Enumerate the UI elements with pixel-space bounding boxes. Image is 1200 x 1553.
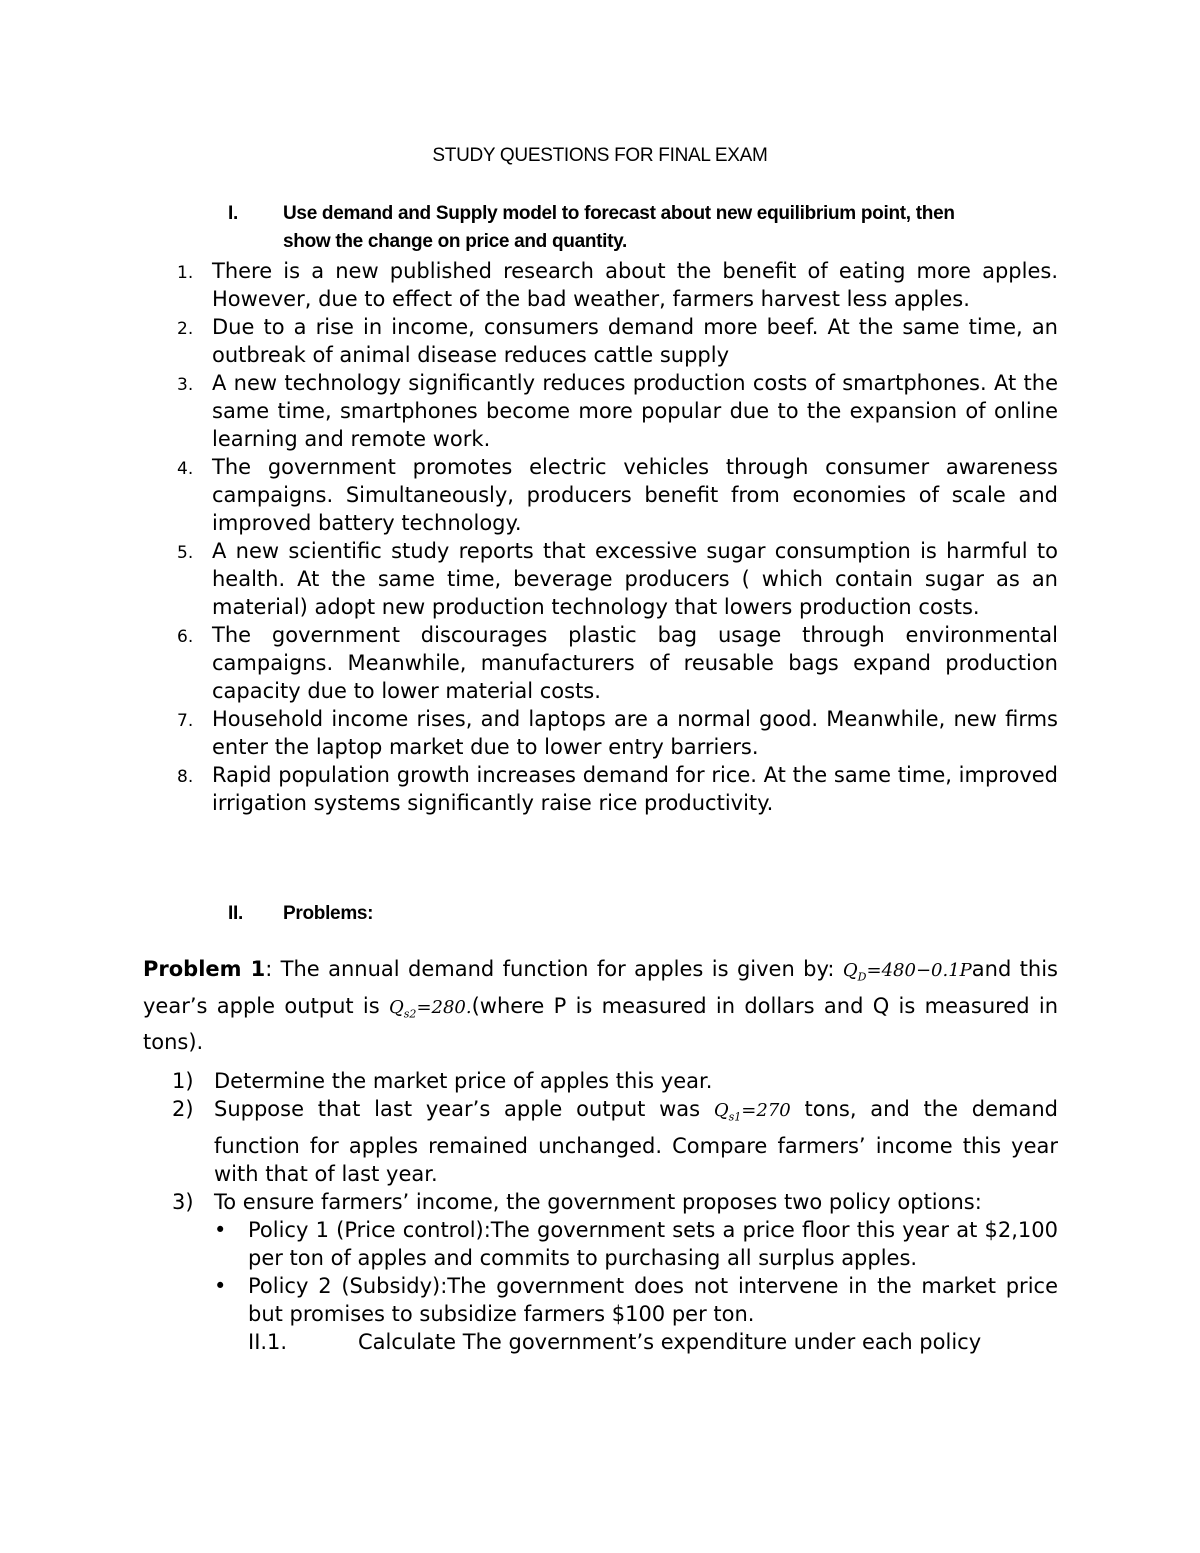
problem-1-statement: [143, 955, 1058, 1057]
item-number: 4.: [177, 459, 194, 479]
item-number: 1): [172, 1069, 194, 1093]
list-item: [172, 761, 1058, 817]
list-item: [172, 1188, 1058, 1216]
item-text: A new technology significantly reduces production costs of smartphones. At the same time, smartphones become more popular due to the expansion of online learning and remote work.: [212, 371, 1058, 451]
item-number: 3.: [177, 375, 194, 395]
bullet-item: [172, 1216, 1058, 1272]
item-number: 6.: [177, 627, 194, 647]
eq-rhs: =480−0.1P: [866, 960, 972, 981]
problem-1-intro: : The annual demand function for apples is given by:: [265, 957, 843, 981]
item-number: 5.: [177, 543, 194, 563]
sub-question-text: Calculate The government’s expenditure under each policy: [358, 1329, 982, 1354]
item-text: Policy 1 (Price control):The government sets a price floor this year at $2,100 per ton of apples and commits to purchasing all surplus apples.: [248, 1217, 1058, 1270]
item-number: 2): [172, 1097, 194, 1121]
item-number: 2.: [177, 319, 194, 339]
sub-question-number: II.1.: [248, 1329, 288, 1354]
item-number: 7.: [177, 711, 194, 731]
item-text: Suppose that last year’s apple output was: [214, 1097, 714, 1121]
problem-1-questions: [172, 1067, 1058, 1356]
eq-subscript: s1: [728, 1110, 742, 1124]
list-item: [172, 1095, 1058, 1188]
problem-1-mid: and this year’s apple output is: [143, 957, 1058, 1018]
item-text: tons, and the demand function for apples remained unchanged. Compare farmers’ income this year with that of last year.: [214, 1097, 1058, 1186]
problem-1-tail: (where P is measured in dollars and Q is measured in tons).: [143, 993, 1059, 1055]
supply-equation: [389, 996, 472, 1021]
demand-equation: [842, 960, 972, 984]
item-number: 8.: [177, 767, 194, 787]
item-text: There is a new published research about the benefit of eating more apples. However, due to effect of the bad weather, farmers harvest less apples.: [212, 259, 1058, 311]
eq-symbol: Q: [713, 1100, 729, 1121]
item-text: Policy 2 (Subsidy):The government does not intervene in the market price but promises to subsidize farmers $100 per ton.: [248, 1273, 1058, 1326]
list-item: [172, 369, 1058, 453]
bullet-item: [172, 1272, 1058, 1328]
item-text: A new scientific study reports that excessive sugar consumption is harmful to health. At the same time, beverage producers ( which contain sugar as an material) adopt new production technology that lowers production costs.: [212, 539, 1058, 619]
item-text: Due to a rise in income, consumers demand more beef. At the same time, an outbreak of animal disease reduces cattle supply: [212, 315, 1058, 367]
eq-symbol: Q: [389, 996, 404, 1018]
section-1-heading-line-1: Use demand and Supply model to forecast about new equilibrium point, then: [283, 203, 955, 224]
list-item: [172, 453, 1058, 537]
item-text: Household income rises, and laptops are a normal good. Meanwhile, new firms enter the laptop market due to lower entry barriers.: [212, 707, 1058, 759]
sub-question: [172, 1328, 1058, 1356]
bullet-icon: •: [214, 1217, 227, 1242]
section-1-heading: [228, 200, 1068, 256]
section-1-numeral: I.: [228, 203, 238, 224]
eq-symbol: Q: [842, 960, 858, 981]
section-2-heading-text: Problems:: [283, 903, 374, 924]
question-list: [172, 257, 1058, 817]
list-item: [172, 621, 1058, 705]
item-text: The government promotes electric vehicles through consumer awareness campaigns. Simultaneously, producers benefit from economies of scale and improved battery technology.: [212, 455, 1058, 535]
section-2-numeral: II.: [228, 903, 243, 924]
section-2-heading: [228, 900, 1068, 928]
item-text: Determine the market price of apples this year.: [214, 1069, 713, 1093]
list-item: [172, 537, 1058, 621]
list-item: [172, 313, 1058, 369]
section-1-heading-line-2: show the change on price and quantity.: [283, 231, 628, 252]
list-item: [172, 705, 1058, 761]
problem-1-label: Problem 1: [143, 957, 266, 981]
eq-rhs: =270: [741, 1100, 791, 1121]
bullet-icon: •: [214, 1273, 227, 1298]
item-number: 1.: [177, 263, 194, 283]
eq-subscript: D: [857, 970, 867, 984]
eq-rhs: =280.: [416, 996, 472, 1018]
list-item: [172, 1067, 1058, 1095]
item-text: The government discourages plastic bag usage through environmental campaigns. Meanwhile, manufacturers of reusable bags expand production capacity due to lower material costs.: [212, 623, 1058, 703]
last-year-output-equation: [713, 1100, 791, 1124]
list-item: [172, 257, 1058, 313]
policy-list: [172, 1216, 1058, 1356]
document-title: STUDY QUESTIONS FOR FINAL EXAM: [432, 145, 768, 166]
item-number: 3): [172, 1189, 194, 1214]
eq-subscript: s2: [403, 1007, 417, 1021]
item-text: To ensure farmers’ income, the government proposes two policy options:: [214, 1189, 982, 1214]
item-text: Rapid population growth increases demand for rice. At the same time, improved irrigation systems significantly raise rice productivity.: [212, 763, 1058, 815]
